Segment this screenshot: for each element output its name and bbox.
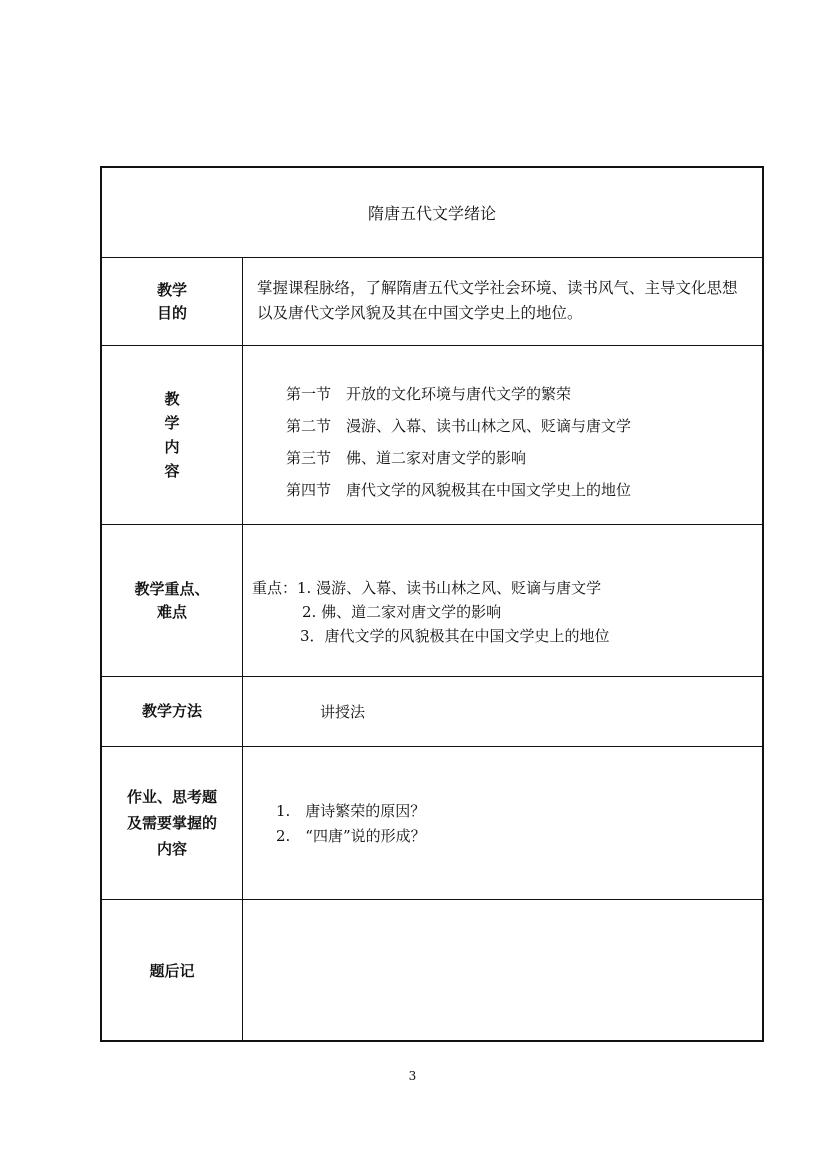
objective-content <box>244 258 762 345</box>
content-list <box>244 346 762 524</box>
title-row <box>102 168 762 258</box>
keypoint-item-2: 2. 佛、道二家对唐文学的影响 <box>302 603 502 621</box>
method-content <box>244 677 762 746</box>
method-text: 讲授法 <box>320 703 366 721</box>
keypoints-label <box>102 525 243 676</box>
content-label-char-4: 容 <box>164 462 180 480</box>
keypoints-row <box>102 525 762 677</box>
homework-item-1: 1. 唐诗繁荣的原因？ <box>276 802 426 820</box>
keypoints-label-line-1: 教学重点、 <box>134 579 210 598</box>
keypoint-item-3: 3．唐代文学的风貌极其在中国文学史上的地位 <box>300 627 610 645</box>
content-label-char-3: 内 <box>164 438 180 456</box>
method-row <box>102 677 762 747</box>
keypoint-item-1: 重点：1. 漫游、入幕、读书山林之风、贬谪与唐文学 <box>252 579 602 597</box>
objective-label <box>102 258 243 345</box>
objective-row <box>102 258 762 346</box>
content-label-char-1: 教 <box>164 390 180 408</box>
homework-list <box>244 747 762 899</box>
content-row <box>102 346 762 525</box>
content-label <box>102 346 243 524</box>
keypoints-list <box>244 525 762 676</box>
homework-label-line-3: 内容 <box>156 840 187 858</box>
lesson-plan-table <box>100 166 764 1042</box>
content-label-char-2: 学 <box>164 414 180 432</box>
content-item-3: 第三节 佛、道二家对唐文学的影响 <box>286 449 527 467</box>
postscript-label: 题后记 <box>102 900 243 1042</box>
content-item-2: 第二节 漫游、入幕、读书山林之风、贬谪与唐文学 <box>286 417 632 435</box>
homework-label-line-2: 及需要掌握的 <box>126 814 217 832</box>
homework-label <box>102 747 243 899</box>
objective-text: 掌握课程脉络，了解隋唐五代文学社会环境、读书风气、主导文化思想以及唐代文学风貌及其在中国文学史上的地位。 <box>257 279 738 322</box>
postscript-row <box>102 900 762 1042</box>
content-item-4: 第四节 唐代文学的风貌极其在中国文学史上的地位 <box>286 481 632 499</box>
objective-label-line-1: 教学 <box>156 280 187 299</box>
keypoints-label-line-2: 难点 <box>156 602 187 621</box>
homework-row <box>102 747 762 900</box>
content-item-1: 第一节 开放的文化环境与唐代文学的繁荣 <box>286 385 572 403</box>
page-title: 隋唐五代文学绪论 <box>367 204 496 223</box>
postscript-content <box>244 900 762 1042</box>
page-number: 3 <box>408 1069 417 1083</box>
objective-label-line-2: 目的 <box>156 303 187 322</box>
homework-label-line-1: 作业、思考题 <box>126 788 217 806</box>
method-label: 教学方法 <box>102 677 243 746</box>
homework-item-2: 2. “四唐”说的形成？ <box>276 827 426 845</box>
